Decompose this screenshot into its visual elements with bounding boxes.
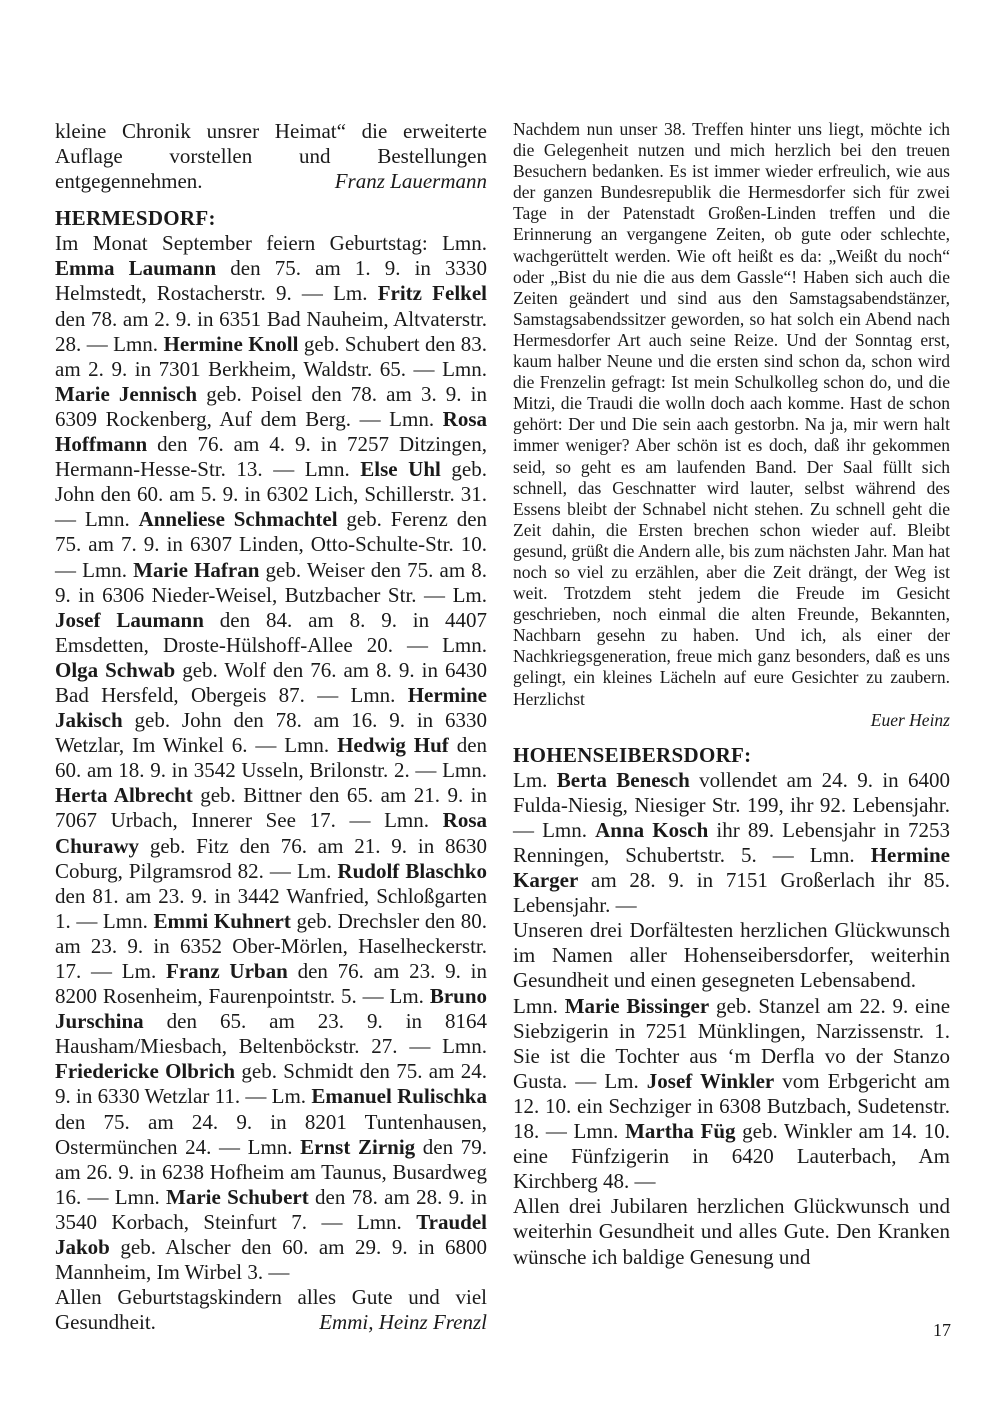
person-name: Bruno Jurschina — [55, 984, 487, 1034]
person-name: Hedwig Huf — [337, 733, 449, 758]
person-name: Emmi Kuhnert — [153, 908, 291, 933]
right-column — [513, 119, 950, 1270]
person-name: Martha Füg — [625, 1119, 736, 1144]
person-name: Hermine Jakisch — [55, 682, 488, 733]
person-name: Emma Laumann — [55, 256, 217, 281]
person-name: Traudel Jakob — [55, 1209, 488, 1260]
closing-paragraph-hermesdorf: Allen Geburtstagskindern alles Gute und viel Gesundheit. Emmi, Heinz Frenzl — [55, 1285, 487, 1335]
person-name: Marie Hafran — [133, 557, 260, 582]
person-name: Herta Albrecht — [55, 783, 193, 808]
section-heading-hohenseibersdorf: HOHENSEIBERSDORF: — [513, 742, 752, 767]
person-name: Olga Schwab — [55, 657, 176, 682]
closing-signature: Emmi, Heinz Frenzl — [319, 1310, 487, 1335]
person-name: Rosa Hoffmann — [55, 406, 488, 457]
greeting-paragraph-2: Allen drei Jubilaren herzlichen Glückwunsch und weiterhin Gesundheit und alles Gute. Den Kranken wünsche ich baldige Genesung und — [513, 1194, 950, 1269]
page-number: 17 — [933, 1320, 951, 1340]
birthday-list-hohenseibersdorf-1: Lm. Berta Benesch vollendet am 24. 9. in 6400 Fulda-Niesig, Niesiger Str. 199, ihr 92. Lebensjahr. — Lmn. Anna Kosch ihr 89. Lebensjahr in 7253 Renningen, Schubertstr. 5. — Lmn. Hermine Karger am 28. 9. in 7151 Großerlach ihr 85. Lebensjahr. — — [513, 767, 951, 918]
person-name: Marie Schubert — [166, 1184, 309, 1209]
person-name: Rudolf Blaschko — [337, 858, 488, 883]
person-name: Anneliese Schmachtel — [138, 507, 338, 532]
person-name: Josef Winkler — [646, 1068, 775, 1093]
birthday-list-hermesdorf: Im Monat September feiern Geburtstag: Lmn. Emma Laumann den 75. am 1. 9. in 3330 Helmstedt, Rostacherstr. 9. — Lm. Fritz Felkel den 78. am 2. 9. in 6351 Bad Nauheim, Altvaterstr. 28. — Lmn. Hermine Knoll geb. Schubert den 83. am 2. 9. in 7301 Berkheim, Waldstr. 65. — Lmn. Marie Jennisch geb. Poisel den 78. am 3. 9. in 6309 Rockenberg, Auf dem Berg. — Lmn. Rosa Hoffmann den 76. am 4. 9. in 7257 Ditzingen, Hermann-Hesse-Str. 13. — Lmn. Else Uhl geb. John den 60. am 5. 9. in 6302 Lich, Schillerstr. 31. — Lmn. Anneliese Schmachtel geb. Ferenz den 75. am 7. 9. in 6307 Linden, Otto-Schulte-Str. 10. — Lmn. Marie Hafran geb. Weiser den 75. am 8. 9. in 6306 Nieder-Weisel, Butzbacher Str. — Lm. Josef Laumann den 84. am 8. 9. in 4407 Emsdetten, Droste-Hülshoff-Allee 20. — Lmn. Olga Schwab geb. Wolf den 76. am 8. 9. in 6430 Bad Hersfeld, Obergeis 87. — Lmn. Hermine Jakisch geb. John den 78. am 16. 9. in 6330 Wetzlar, Im Winkel 6. — Lmn. Hedwig Huf den 60. am 18. 9. in 3542 Usseln, Brilonstr. 2. — Lmn. Herta Albrecht geb. Bittner den 65. am 21. 9. in 7067 Urbach, Innerer See 17. — Lmn. Rosa Churawy geb. Fitz den 76. am 21. 9. in 8630 Coburg, Pilgramsrod 82. — Lm. Rudolf Blaschko den 81. am 23. 9. in 3442 Wanfried, Schloßgarten 1. — Lmn. Emmi Kuhnert geb. Drechsler den 80. am 23. 9. in 6352 Ober-Mörlen, Haselheckerstr. 17. — Lm. Franz Urban den 76. am 23. 9. in 8200 Rosenheim, Faurenpointstr. 5. — Lm. Bruno Jurschina den 65. am 23. 9. in 8164 Hausham/Miesbach, Beltenböckstr. 27. — Lmn. Friedericke Olbrich geb. Schmidt den 75. am 24. 9. in 6330 Wetzlar 11. — Lm. Emanuel Rulischka den 75. am 24. 9. in 8201 Tuntenhausen, Ostermünchen 24. — Lmn. Ernst Zirnig den 79. am 26. 9. in 6238 Hofheim am Taunus, Busardweg 16. — Lmn. Marie Schubert den 78. am 28. 9. in 3540 Korbach, Steinfurt 7. — Lmn. Traudel Jakob geb. Alscher den 60. am 29. 9. in 6800 Mannheim, Im Wirbel 3. — — [55, 231, 488, 1285]
letter-signature: Euer Heinz — [870, 709, 950, 730]
person-name: Rosa Churawy — [55, 808, 488, 858]
person-name: Anna Kosch — [595, 817, 709, 842]
person-name: Emanuel Rulischka — [311, 1084, 487, 1109]
person-name: Josef Laumann — [55, 607, 204, 632]
intro-paragraph: kleine Chronik unsrer Heimat“ die erweiterte Auflage vorstellen und Bestellungen entgegennehmen. Franz Lauermann — [55, 119, 487, 194]
intro-signature: Franz Lauermann — [334, 169, 487, 194]
birthday-list-hohenseibersdorf-2: Lmn. Marie Bissinger geb. Stanzel am 22. 9. eine Siebzigerin in 7251 Münklingen, Narzissenstr. 1. Sie ist die Tochter aus ‘m Derfla vo der Stanzo Gusta. — Lm. Josef Winkler vom Erbgericht am 12. 10. ein Sechziger in 6308 Butzbach, Sudetenstr. 18. — Lmn. Martha Füg geb. Winkler am 14. 10. eine Fünfzigerin in 6420 Lauterbach, Am Kirchberg 48. — — [513, 993, 951, 1194]
person-name: Fritz Felkel — [377, 281, 487, 306]
person-name: Hermine Knoll — [163, 331, 299, 356]
person-name: Berta Benesch — [556, 767, 690, 792]
person-name: Hermine Karger — [513, 843, 951, 893]
person-name: Else Uhl — [360, 457, 441, 482]
greeting-paragraph-1: Unseren drei Dorfältesten herzlichen Glückwunsch im Namen aller Hohenseibersdorfer, weiterhin Gesundheit und einen gesegneten Lebensabend. — [513, 918, 950, 993]
letter-paragraph: Nachdem nun unser 38. Treffen hinter uns liegt, möchte ich die Gelegenheit nutzen und mich herzlich bei den treuen Besuchern bedanken. Es ist immer wieder erfreulich, wie aus der ganzen Bundesrepublik die Hermesdorfer sich für zwei Tage in der Patenstadt Großen-Linden treffen und die Erinnerung an vergangene Zeiten, ob gute oder schlechte, wachgerüttelt werden. Wie oft heißt es da: „Weißt du noch“ oder „Bist du nie die aus dem Gassle“! Haben sich auch die Zeiten geändert und sind aus den Samstagsabendstänzer, Samstagsabendssitzer geworden, so hat solch ein Abend nach Hermesdorfer Art auch seine Reize. Und der Sonntag erst, kaum halber Neune und die ersten sind schon da, schon wird die Frenzelin gefragt: Ist mein Schulkolleg schon do, und die Mitzi, die Traudi die wolln doch aach komme. Hast de schon gehört: Der und Die sein aach gestorbn. Na ja, mir wern halt immer weniger? Aber schön ist es doch, daß ihr gekommen seid, so geht es am laufenden Band. Der Saal füllt sich schnell, das Geschnatter wird lauter, selbst während des Essens bleibt der Schnabel nicht stehen. Zu schnell geht die Zeit dahin, die Ersten brechen schon wieder auf. Bleibt gesund, grüßt die Andern alle, bis zum nächsten Jahr. Man hat noch so viel zu erzählen, aber die Zeit drängt, der Weg ist weit. Trotzdem steht jedem die Freude im Gesicht geschrieben, noch einmal die alten Freunde, Bekannten, Nachbarn gesehn zu haben. Und ich, als einer der Nachkriegsgeneration, freue mich ganz besonders, daß es uns gelingt, ein kleines Lächeln auf eure Gesichter zu zaubern. Herzlichst — [513, 119, 950, 709]
person-name: Franz Urban — [166, 959, 288, 983]
person-name: Marie Jennisch — [55, 381, 198, 406]
person-name: Friedericke Olbrich — [55, 1059, 236, 1084]
section-heading-hermesdorf: HERMESDORF: — [55, 206, 216, 231]
person-name: Marie Bissinger — [564, 993, 710, 1018]
left-column — [55, 119, 487, 1335]
person-name: Ernst Zirnig — [300, 1134, 416, 1159]
